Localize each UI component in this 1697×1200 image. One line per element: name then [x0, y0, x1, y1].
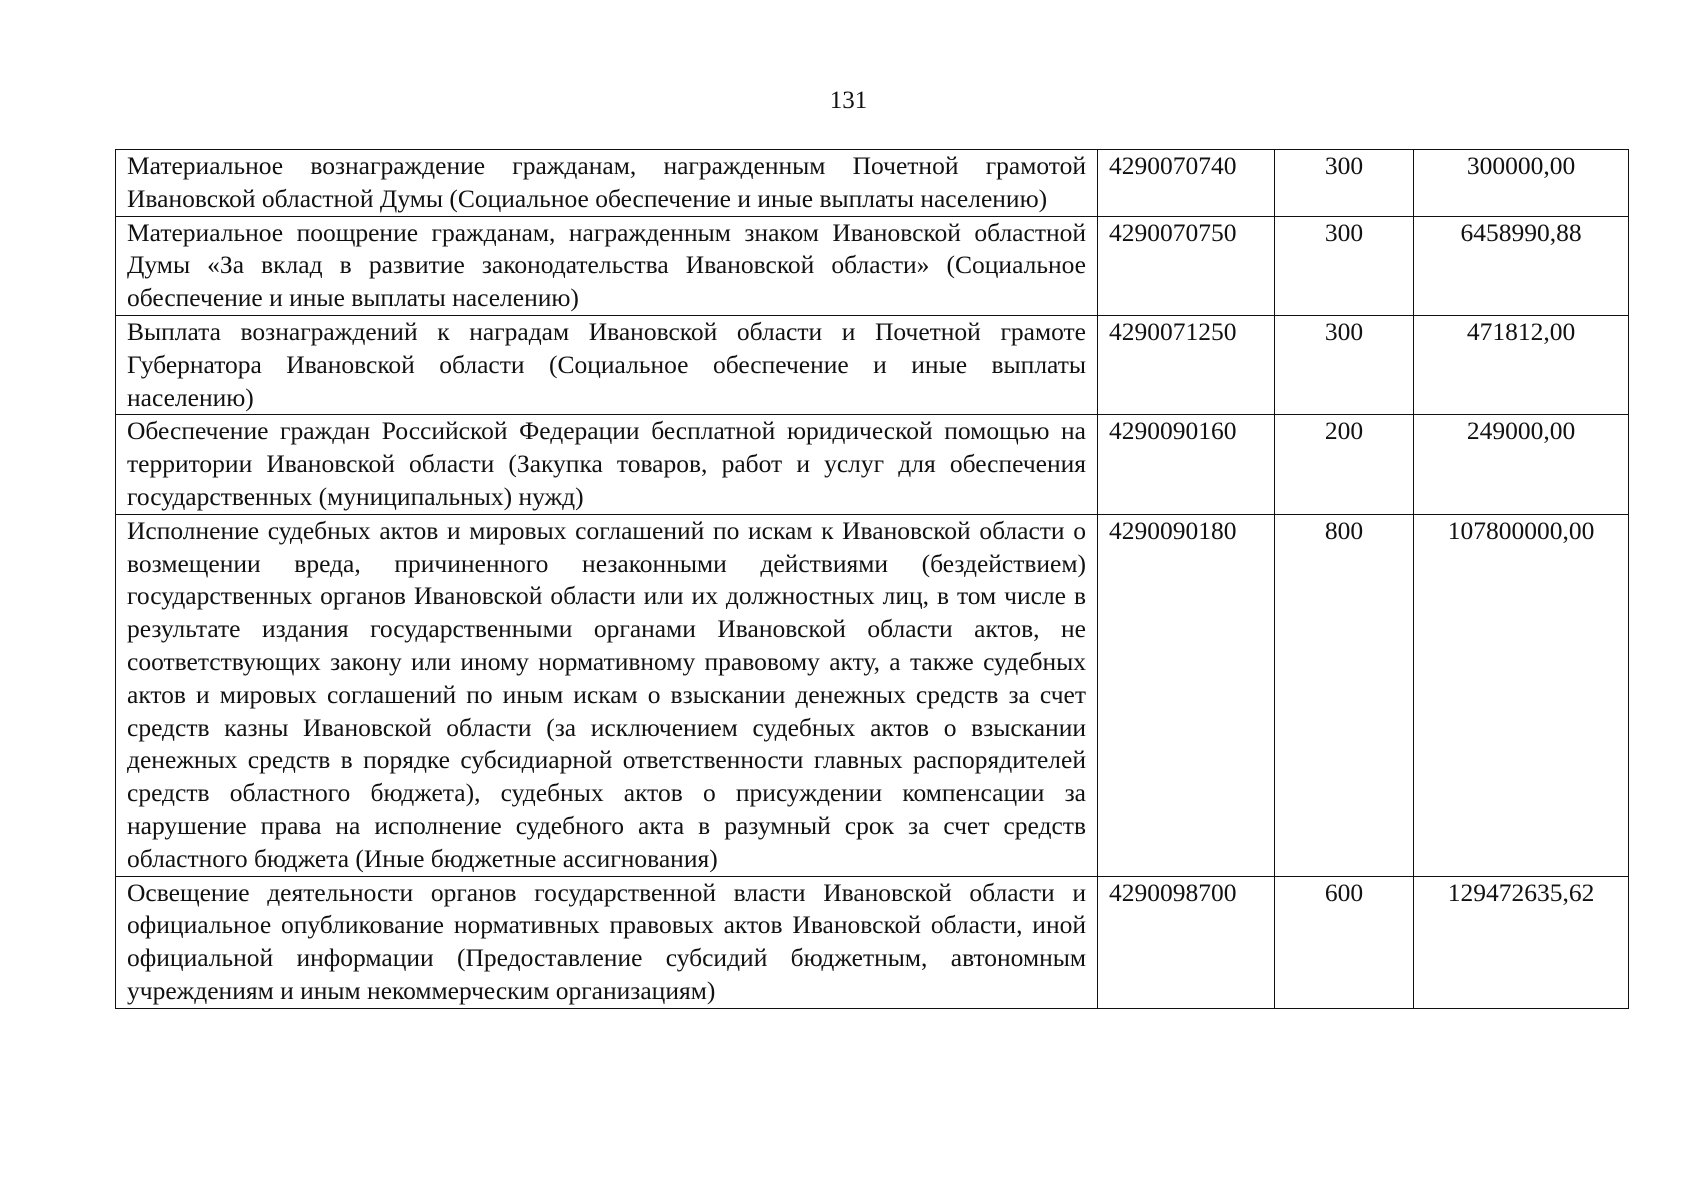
- row-expense-type: 300: [1275, 315, 1414, 414]
- row-target-code: 4290090160: [1098, 415, 1275, 514]
- row-target-code: 4290090180: [1098, 514, 1275, 876]
- table-row: [116, 216, 1629, 315]
- row-target-code: 4290070750: [1098, 216, 1275, 315]
- table-row: [116, 876, 1629, 1008]
- row-amount: 300000,00: [1414, 150, 1629, 217]
- row-description: Обеспечение граждан Российской Федерации бесплатной юридической помощью на территории Ивановской области (Закупка товаров, работ и услуг для обеспечения государственных (муниципальных) нужд): [116, 415, 1098, 514]
- row-expense-type: 200: [1275, 415, 1414, 514]
- row-expense-type: 600: [1275, 876, 1414, 1008]
- row-target-code: 4290071250: [1098, 315, 1275, 414]
- table-row: [116, 415, 1629, 514]
- page-number: 131: [829, 87, 868, 114]
- row-expense-type: 800: [1275, 514, 1414, 876]
- row-amount: 129472635,62: [1414, 876, 1629, 1008]
- row-expense-type: 300: [1275, 216, 1414, 315]
- row-target-code: 4290070740: [1098, 150, 1275, 217]
- row-description: Материальное поощрение гражданам, награжденным знаком Ивановской областной Думы «За вклад в развитие законодательства Ивановской области» (Социальное обеспечение и иные выплаты населению): [116, 216, 1098, 315]
- row-amount: 6458990,88: [1414, 216, 1629, 315]
- row-description: Материальное вознаграждение гражданам, награжденным Почетной грамотой Ивановской областной Думы (Социальное обеспечение и иные выплаты населению): [116, 150, 1098, 217]
- table-row: [116, 150, 1629, 217]
- row-description: Освещение деятельности органов государственной власти Ивановской области и официальное опубликование нормативных правовых актов Ивановской области, иной официальной информации (Предоставление субсидий бюджетным, автономным учреждениям и иным некоммерческим организациям): [116, 876, 1098, 1008]
- row-amount: 249000,00: [1414, 415, 1629, 514]
- row-expense-type: 300: [1275, 150, 1414, 217]
- row-amount: 471812,00: [1414, 315, 1629, 414]
- row-target-code: 4290098700: [1098, 876, 1275, 1008]
- row-description: Исполнение судебных актов и мировых соглашений по искам к Ивановской области о возмещении вреда, причиненного незаконными действиями (бездействием) государственных органов Ивановской области или их должностных лиц, в том числе в результате издания государственными органами Ивановской области актов, не соответствующих закону или иному нормативному правовому акту, а также судебных актов и мировых соглашений по иным искам о взыскании денежных средств за счет средств казны Ивановской области (за исключением судебных актов о взыскании денежных средств в порядке субсидиарной ответственности главных распорядителей средств областного бюджета), судебных актов о присуждении компенсации за нарушение права на исполнение судебного акта в разумный срок за счет средств областного бюджета (Иные бюджетные ассигнования): [116, 514, 1098, 876]
- table-row: [116, 514, 1629, 876]
- row-amount: 107800000,00: [1414, 514, 1629, 876]
- budget-table: [115, 149, 1629, 1009]
- row-description: Выплата вознаграждений к наградам Ивановской области и Почетной грамоте Губернатора Ивановской области (Социальное обеспечение и иные выплаты населению): [116, 315, 1098, 414]
- table-row: [116, 315, 1629, 414]
